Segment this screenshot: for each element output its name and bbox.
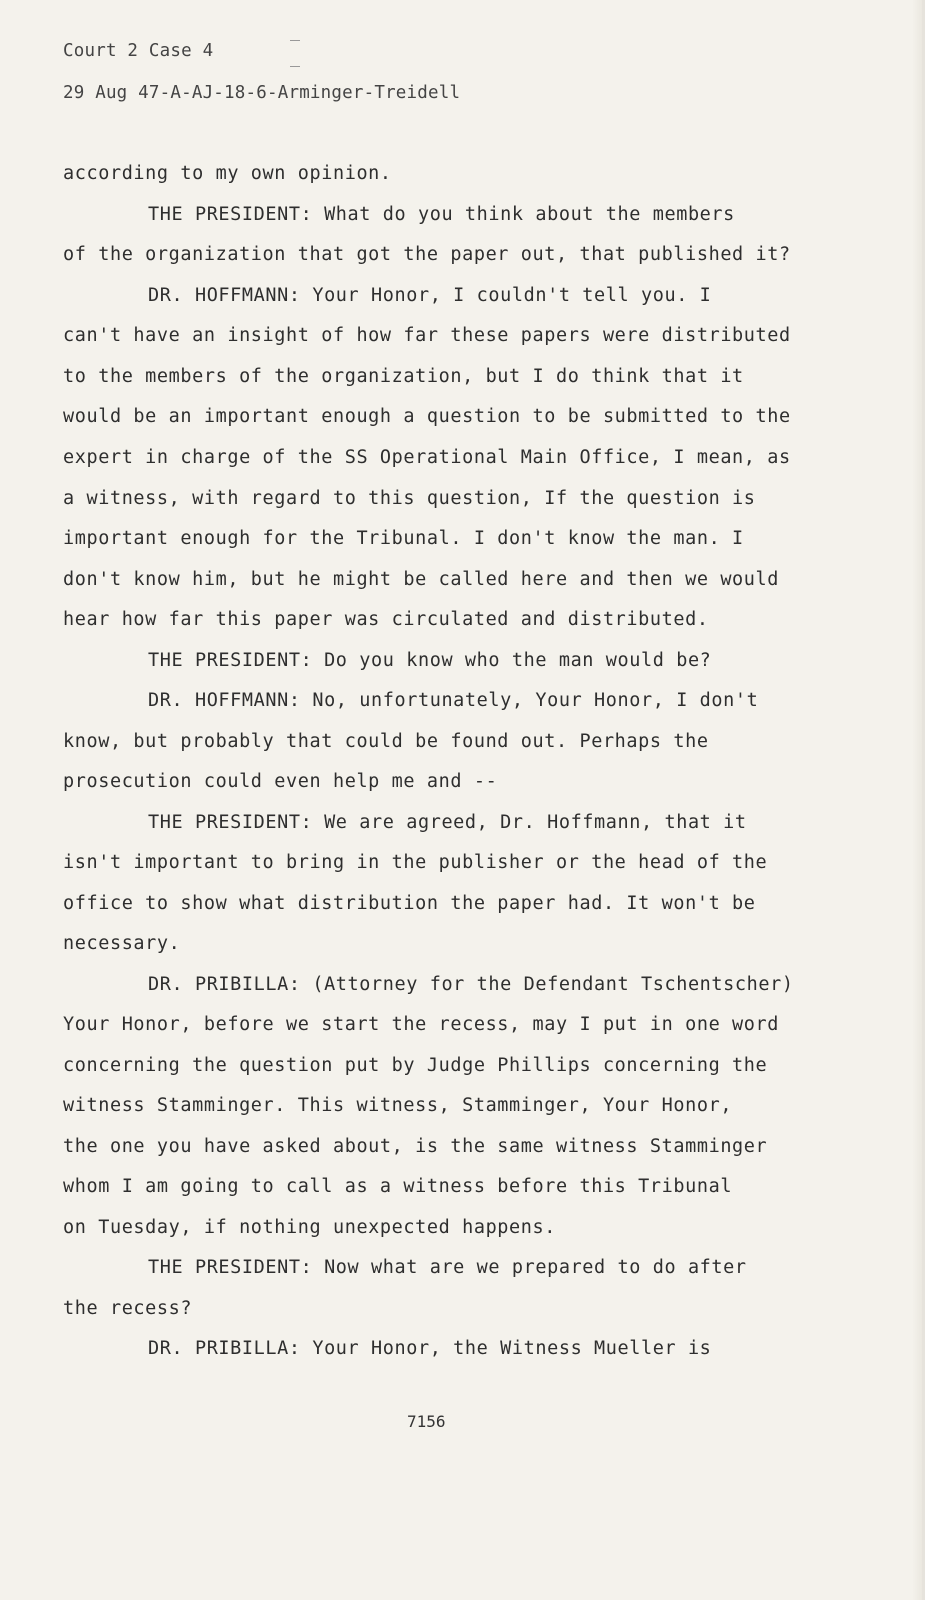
text-line: on Tuesday, if nothing unexpected happens.	[63, 1217, 556, 1238]
text-line: a witness, with regard to this question, If the question is	[63, 488, 756, 509]
text-line: whom I am going to call as a witness before this Tribunal	[63, 1176, 733, 1197]
header-date-code: 29 Aug 47-A-AJ-18-6-Arminger-Treidell	[63, 83, 461, 103]
text-line: expert in charge of the SS Operational Main Office, I mean, as	[63, 447, 791, 468]
text-line: DR. PRIBILLA: Your Honor, the Witness Mueller is	[148, 1338, 712, 1359]
text-line: of the organization that got the paper out, that published it?	[63, 244, 791, 265]
text-line: can't have an insight of how far these papers were distributed	[63, 325, 791, 346]
text-line: the one you have asked about, is the same witness Stamminger	[63, 1136, 768, 1157]
text-line: important enough for the Tribunal. I don't know the man. I	[63, 528, 744, 549]
text-line: DR. HOFFMANN: No, unfortunately, Your Honor, I don't	[148, 690, 759, 711]
text-line: know, but probably that could be found out. Perhaps the	[63, 731, 709, 752]
text-line: prosecution could even help me and --	[63, 771, 498, 792]
text-line: to the members of the organization, but I do think that it	[63, 366, 744, 387]
text-line: concerning the question put by Judge Phillips concerning the	[63, 1055, 768, 1076]
text-line: according to my own opinion.	[63, 163, 392, 184]
text-line: hear how far this paper was circulated and distributed.	[63, 609, 709, 630]
text-line: isn't important to bring in the publisher or the head of the	[63, 852, 768, 873]
text-line: DR. PRIBILLA: (Attorney for the Defendant Tschentscher)	[148, 974, 794, 995]
text-line: necessary.	[63, 933, 181, 954]
text-line: witness Stamminger. This witness, Stamminger, Your Honor,	[63, 1095, 733, 1116]
text-line: THE PRESIDENT: Do you know who the man would be?	[148, 650, 712, 671]
text-line: Your Honor, before we start the recess, may I put in one word	[63, 1014, 780, 1035]
text-line: THE PRESIDENT: We are agreed, Dr. Hoffmann, that it	[148, 812, 747, 833]
header-court-case: Court 2 Case 4	[63, 41, 214, 61]
text-line: the recess?	[63, 1298, 193, 1319]
page-number: 7156	[407, 1412, 446, 1431]
text-line: don't know him, but he might be called here and then we would	[63, 569, 780, 590]
text-line: THE PRESIDENT: What do you think about the members	[148, 204, 735, 225]
text-line: office to show what distribution the paper had. It won't be	[63, 893, 756, 914]
header-mark	[290, 40, 300, 41]
text-line: THE PRESIDENT: Now what are we prepared to do after	[148, 1257, 747, 1278]
header-mark	[290, 66, 300, 67]
text-line: DR. HOFFMANN: Your Honor, I couldn't tell you. I	[148, 285, 712, 306]
text-line: would be an important enough a question to be submitted to the	[63, 406, 791, 427]
